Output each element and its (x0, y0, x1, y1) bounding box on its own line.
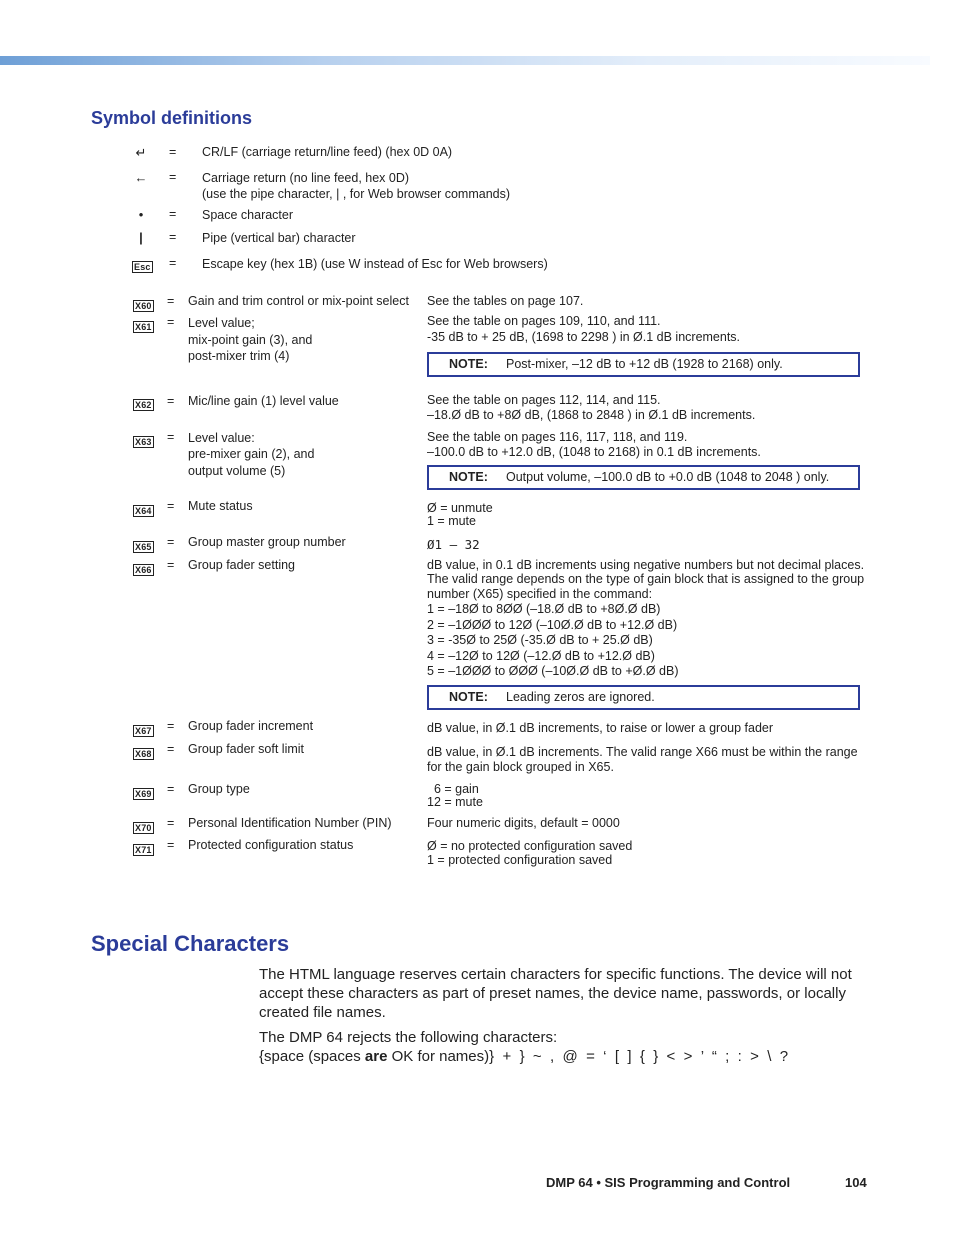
variable-tag: X64 (135, 506, 152, 516)
equals-sign: = (167, 838, 175, 852)
variable-tag: X62 (135, 400, 152, 410)
variable-info: See the tables on page 107. (427, 294, 584, 308)
variable-tag: X61 (135, 322, 152, 332)
variable-description: Group fader soft limit (188, 742, 305, 756)
variable-info: -35 dB to + 25 dB, (1698 to 2298 ) in Ø.1 dB increments. (427, 330, 741, 344)
equals-sign: = (167, 499, 175, 513)
variable-tag: X65 (135, 542, 152, 552)
variable-tag: X60 (135, 301, 152, 311)
section-title-special-characters: Special Characters (91, 931, 290, 956)
section-title-symbol-definitions: Symbol definitions (91, 108, 253, 128)
note-box (427, 685, 860, 710)
variable-description: Group master group number (188, 535, 346, 549)
variable-info: –18.Ø dB to +8Ø dB, (1868 to 2848 ) in Ø.1 dB increments. (427, 408, 756, 422)
variable-description: Group fader increment (188, 719, 314, 733)
note-label: NOTE: (449, 690, 488, 704)
equals-sign: = (169, 256, 177, 270)
variable-description: Personal Identification Number (PIN) (188, 816, 392, 830)
note-text: Leading zeros are ignored. (506, 690, 655, 704)
variable-tag: X68 (135, 749, 152, 759)
symbol-description: Space character (202, 208, 294, 222)
variable-tag: X71 (135, 845, 152, 855)
note-box (427, 465, 860, 490)
variable-tag: X69 (135, 789, 152, 799)
variable-info: 1 = –18Ø to 8ØØ (–18.Ø dB to +8Ø.Ø dB) (427, 602, 661, 616)
variable-info: 1 = mute (427, 514, 476, 528)
variable-info: 4 = –12Ø to 12Ø (–12.Ø dB to +12.Ø dB) (427, 649, 655, 663)
variable-info: Ø = unmute (427, 501, 493, 515)
variable-info: 1 = protected configuration saved (427, 853, 613, 867)
variable-description: output volume (5) (188, 464, 286, 478)
equals-sign: = (167, 430, 175, 444)
rejected-character-list (259, 1047, 859, 1066)
variable-tag: X63 (135, 437, 152, 447)
emphasis-are: are (364, 1048, 388, 1065)
paragraph-line: The HTML language reserves certain characters for specific functions. The device will not (259, 966, 852, 983)
variable-info: See the table on pages 116, 117, 118, and 119. (427, 430, 688, 444)
variable-info: 2 = –1ØØØ to 12Ø (–10Ø.Ø dB to +12.Ø dB) (427, 618, 678, 632)
paragraph-line: accept these characters as part of preset names, the device name, passwords, or locally (259, 985, 846, 1002)
variable-tag: X67 (135, 726, 152, 736)
equals-sign: = (167, 294, 175, 308)
variable-info: Four numeric digits, default = 0000 (427, 816, 620, 830)
equals-sign: = (169, 230, 177, 244)
variable-description: Level value; (188, 316, 255, 330)
list-prefix: {space (spaces (259, 1048, 365, 1065)
variable-tag: X70 (135, 823, 152, 833)
variable-info: dB value, in 0.1 dB increments using negative numbers but not decimal places. (427, 558, 865, 572)
note-text: Output volume, –100.0 dB to +0.0 dB (1048 to 2048 ) only. (506, 470, 830, 484)
equals-sign: = (167, 535, 175, 549)
equals-sign: = (169, 145, 177, 159)
variable-info: for the gain block grouped in X65. (427, 760, 614, 774)
pipe-icon: | (139, 230, 143, 245)
variable-description: Protected configuration status (188, 838, 354, 852)
footer-title: DMP 64 • SIS Programming and Control (546, 1175, 791, 1190)
special-characters-intro (259, 965, 859, 1022)
rejected-characters (259, 1028, 859, 1066)
variable-info: 3 = -35Ø to 25Ø (-35.Ø dB to + 25.Ø dB) (427, 633, 653, 647)
variable-description: Gain and trim control or mix-point select (188, 294, 409, 308)
equals-sign: = (167, 719, 175, 733)
variable-info: The valid range depends on the type of gain block that is assigned to the group (427, 572, 865, 586)
variable-description: Group type (188, 782, 250, 796)
variable-info: Ø = no protected configuration saved (427, 839, 633, 853)
note-box (427, 352, 860, 377)
variable-description: Level value: (188, 431, 255, 445)
equals-sign: = (169, 170, 177, 184)
header-gradient-bar (0, 56, 930, 65)
equals-sign: = (167, 782, 175, 796)
variable-info: 6 = gain (427, 782, 479, 796)
variable-description: Group fader setting (188, 558, 296, 572)
variable-tag: X66 (135, 565, 152, 575)
carriage-return-icon: ← (134, 170, 148, 185)
note-text: Post-mixer, –12 dB to +12 dB (1928 to 2168) only. (506, 357, 783, 371)
paragraph-line: The DMP 64 rejects the following characters: (259, 1029, 558, 1046)
paragraph-line: created file names. (259, 1004, 386, 1021)
symbol-description: Carriage return (no line feed, hex 0D) (202, 171, 410, 185)
symbol-description: Escape key (hex 1B) (use W instead of Esc for Web browsers) (202, 257, 548, 271)
variable-info: dB value, in Ø.1 dB increments, to raise or lower a group fader (427, 721, 774, 735)
variable-info: See the table on pages 112, 114, and 115. (427, 393, 661, 407)
symbol-description: CR/LF (carriage return/line feed) (hex 0D 0A) (202, 145, 453, 159)
variable-description: Mic/line gain (1) level value (188, 394, 339, 408)
equals-sign: = (167, 816, 175, 830)
space-bullet-icon: • (138, 207, 144, 222)
equals-sign: = (167, 315, 175, 329)
page-number: 104 (845, 1175, 867, 1190)
symbol-description: Pipe (vertical bar) character (202, 231, 356, 245)
symbol-description: (use the pipe character, | , for Web browser commands) (202, 187, 511, 201)
equals-sign: = (167, 742, 175, 756)
variable-info: dB value, in Ø.1 dB increments. The valid range X66 must be within the range (427, 745, 858, 759)
variable-description: mix-point gain (3), and (188, 333, 313, 347)
equals-sign: = (167, 558, 175, 572)
equals-sign: = (167, 394, 175, 408)
list-characters: OK for names)} + } ~ , @ = ‘ [ ] { } < > ’ “ ; : > \ ? (387, 1048, 789, 1065)
variable-description: post-mixer trim (4) (188, 349, 290, 363)
note-label: NOTE: (449, 470, 488, 484)
variable-info: number (X65) specified in the command: (427, 587, 653, 601)
variable-info: 5 = –1ØØØ to ØØØ (–10Ø.Ø dB to +Ø.Ø dB) (427, 664, 679, 678)
variable-description: pre-mixer gain (2), and (188, 447, 315, 461)
variable-info: See the table on pages 109, 110, and 111. (427, 314, 661, 328)
variable-info: 12 = mute (427, 795, 483, 809)
esc-key-icon: Esc (134, 262, 151, 272)
crlf-icon: ↵ (135, 145, 147, 160)
variable-description: Mute status (188, 499, 253, 513)
equals-sign: = (169, 207, 177, 221)
note-label: NOTE: (449, 357, 488, 371)
variable-info: Ø1 – 32 (427, 537, 480, 552)
variable-info: –100.0 dB to +12.0 dB, (1048 to 2168) in 0.1 dB increments. (427, 445, 761, 459)
